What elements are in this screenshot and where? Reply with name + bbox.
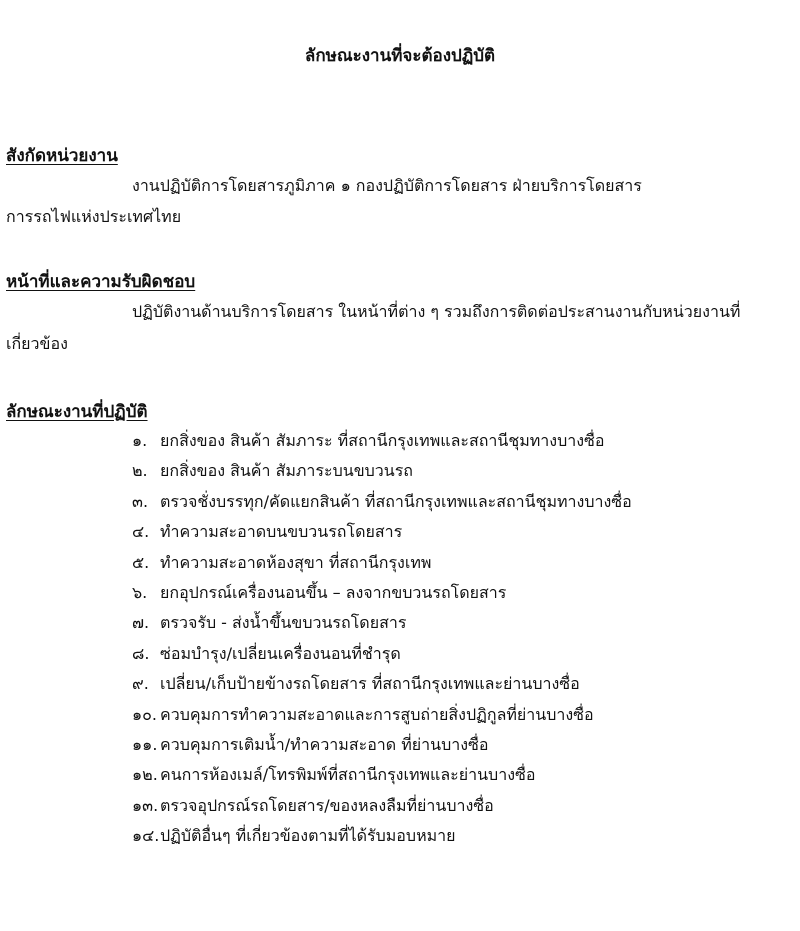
list-item — [132, 733, 632, 763]
list-item — [132, 459, 632, 489]
list-item-number: ๑๓. — [132, 795, 159, 815]
list-item — [132, 581, 632, 611]
list-item — [132, 611, 632, 641]
list-item — [132, 642, 632, 672]
document-title: ลักษณะงานที่จะต้องปฏิบัติ — [304, 46, 496, 66]
section-heading-affiliation: สังกัดหน่วยงาน — [6, 146, 118, 166]
list-item-text: ยกสิ่งของ สินค้า สัมภาระ ที่สถานีกรุงเทพและสถานีชุมทางบางซื่อ — [160, 431, 605, 450]
list-item-text: ยกสิ่งของ สินค้า สัมภาระบนขบวนรถ — [160, 461, 413, 481]
list-item-number: ๙. — [132, 674, 149, 694]
affiliation-line-1: งานปฏิบัติการโดยสารภูมิภาค ๑ กองปฏิบัติการโดยสาร ฝ่ายบริการโดยสาร — [132, 176, 642, 195]
list-item-text: ควบคุมการเติมน้ำ/ทำความสะอาด ที่ย่านบางซื่อ — [160, 734, 489, 754]
list-item-number: ๖. — [132, 582, 148, 602]
duties-list — [132, 429, 632, 854]
list-item-number: ๗. — [132, 613, 150, 633]
list-item-number: ๒. — [132, 461, 148, 481]
list-item — [132, 794, 632, 824]
list-item — [132, 429, 632, 459]
list-item — [132, 672, 632, 702]
list-item-number: ๑๒. — [132, 765, 158, 785]
section-heading-responsibilities: หน้าที่และความรับผิดชอบ — [6, 272, 196, 292]
affiliation-line-2: การรถไฟแห่งประเทศไทย — [6, 207, 182, 226]
section-heading-duties: ลักษณะงานที่ปฏิบัติ — [6, 402, 148, 422]
list-item-number: ๘. — [132, 643, 150, 663]
list-item-text: ทำความสะอาดบนขบวนรถโดยสาร — [160, 522, 403, 542]
responsibilities-line-2: เกี่ยวข้อง — [6, 334, 68, 353]
list-item-number: ๑๑. — [132, 734, 158, 754]
list-item — [132, 824, 632, 854]
list-item-number: ๔. — [132, 522, 150, 542]
list-item-text: เปลี่ยน/เก็บป้ายข้างรถโดยสาร ที่สถานีกรุงเทพและย่านบางซื่อ — [160, 674, 580, 694]
list-item-number: ๑๔. — [132, 826, 160, 846]
list-item-text: ทำความสะอาดห้องสุขา ที่สถานีกรุงเทพ — [160, 552, 432, 572]
list-item-number: ๑. — [132, 431, 148, 450]
list-item — [132, 490, 632, 520]
list-item-number: ๓. — [132, 491, 149, 511]
list-item-number: ๑๐. — [132, 704, 158, 724]
list-item — [132, 763, 632, 793]
list-item-text: ควบคุมการทำความสะอาดและการสูบถ่ายสิ่งปฏิกูลที่ย่านบางซื่อ — [160, 704, 594, 724]
list-item-text: ตรวจชั่งบรรทุก/คัดแยกสินค้า ที่สถานีกรุงเทพและสถานีชุมทางบางซื่อ — [160, 491, 632, 511]
responsibilities-line-1: ปฏิบัติงานด้านบริการโดยสาร ในหน้าที่ต่าง ๆ รวมถึงการติดต่อประสานงานกับหน่วยงานที่ — [132, 302, 741, 321]
list-item-text: ตรวจอุปกรณ์รถโดยสาร/ของหลงลืมที่ย่านบางซื่อ — [160, 795, 494, 815]
list-item-text: ตรวจรับ - ส่งน้ำขึ้นขบวนรถโดยสาร — [160, 613, 407, 633]
list-item — [132, 520, 632, 550]
list-item-text: ซ่อมบำรุง/เปลี่ยนเครื่องนอนที่ชำรุด — [160, 643, 401, 663]
list-item-text: ยกอุปกรณ์เครื่องนอนขึ้น – ลงจากขบวนรถโดยสาร — [160, 582, 507, 602]
list-item-text: คนการห้องเมล์/โทรพิมพ์ที่สถานีกรุงเทพและย่านบางซื่อ — [160, 765, 536, 785]
list-item-text: ปฏิบัติอื่นๆ ที่เกี่ยวข้องตามที่ได้รับมอบหมาย — [160, 826, 456, 846]
list-item — [132, 703, 632, 733]
list-item — [132, 551, 632, 581]
list-item-number: ๕. — [132, 552, 150, 572]
